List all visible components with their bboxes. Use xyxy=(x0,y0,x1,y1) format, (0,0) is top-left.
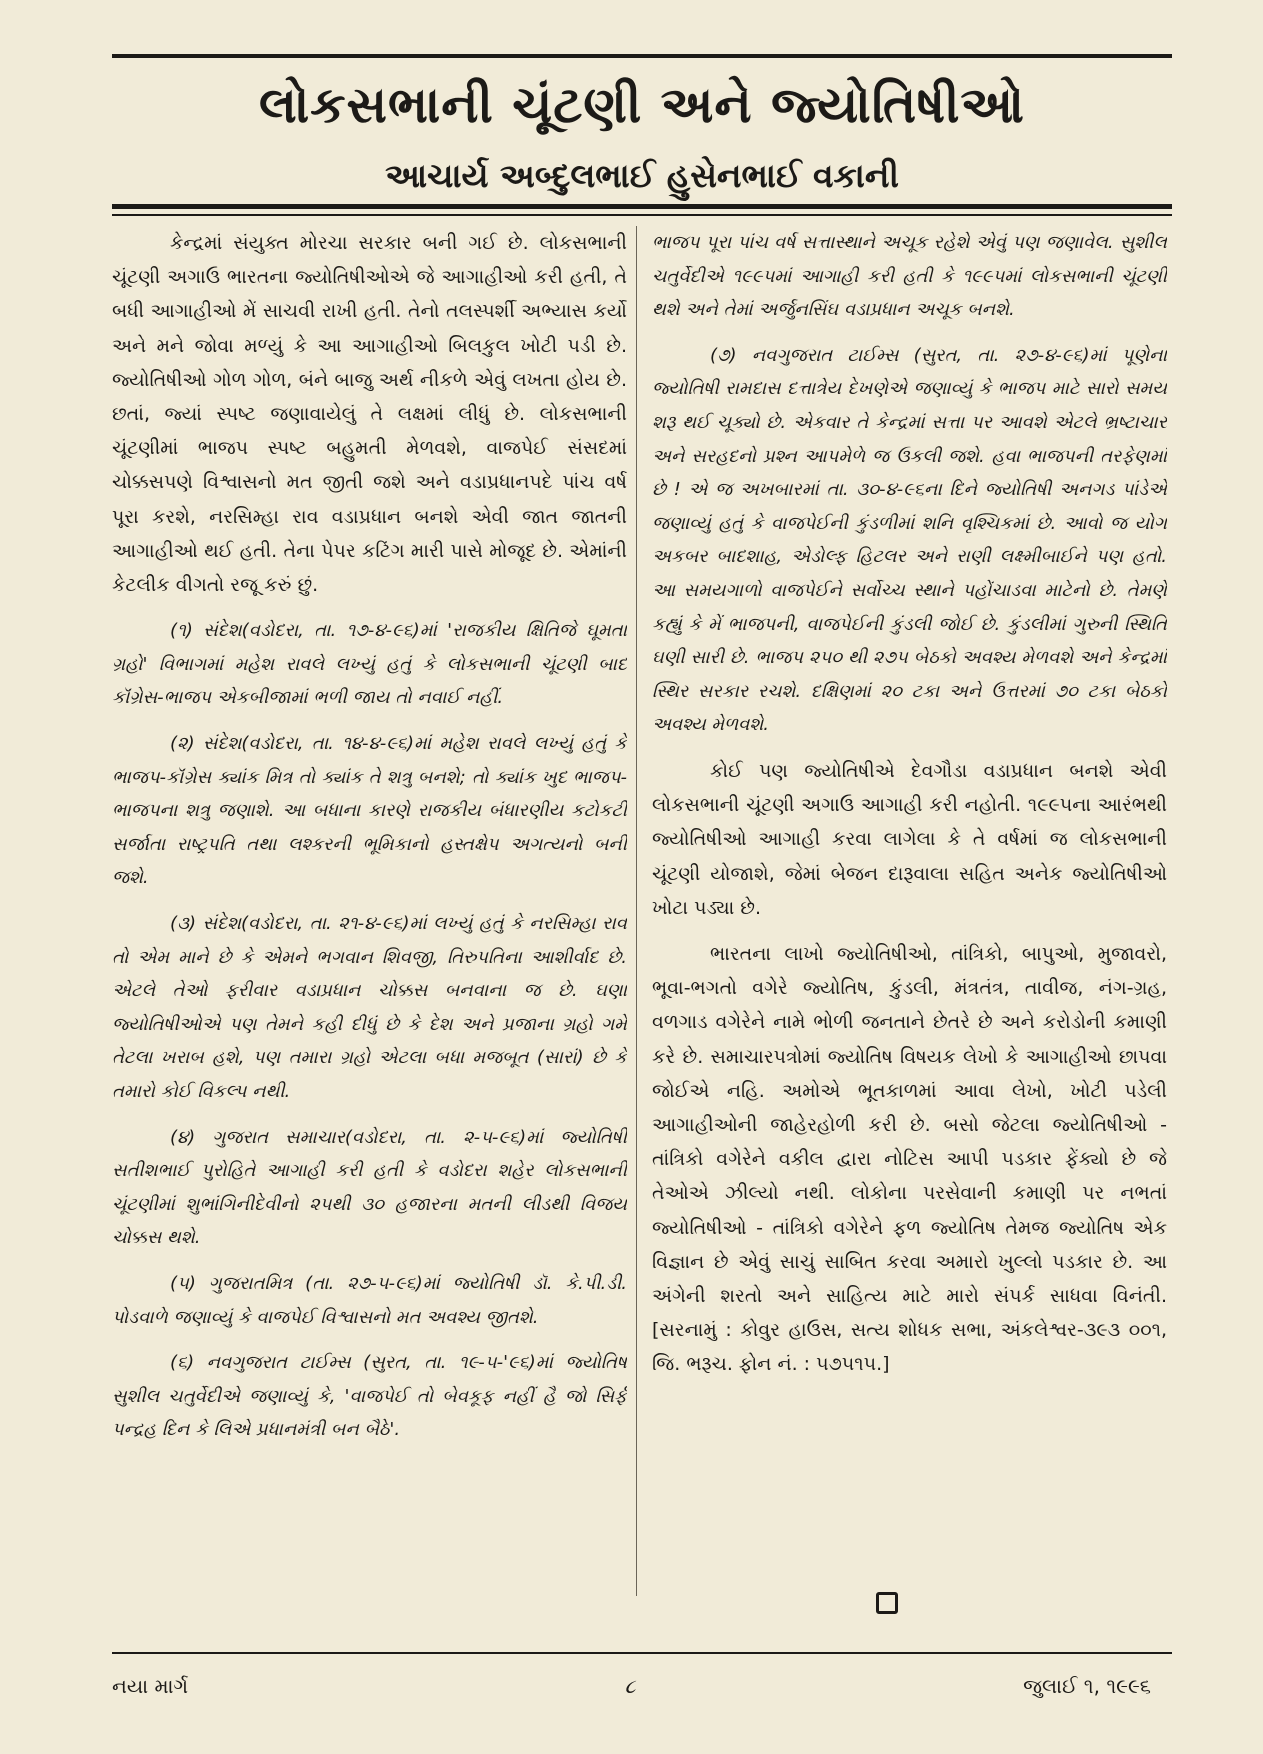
footer-date: જુલાઈ ૧, ૧૯૯૬ xyxy=(1023,1674,1151,1698)
footer-publication: નયા માર્ગ xyxy=(112,1674,189,1698)
column-divider xyxy=(636,226,637,1596)
footer-rule xyxy=(112,1652,1172,1654)
header-rule-thick xyxy=(112,204,1172,209)
prediction-2: (૨) સંદેશ(વડોદરા, તા. ૧૪-૪-૯૬)માં મહેશ રાવલે લખ્યું હતું કે ભાજપ-કૉંગ્રેસ ક્યાંક મિત્ર તો ક્યાંક તે શત્રુ બનશે; તો ક્યાંક ખુદ ભાજપ-ભાજપના શત્રુ જણાશે. આ બધાના કારણે રાજકીય બંધારણીય કટોકટી સર્જાતા રાષ્ટ્રપતિ તથા લશ્કરની ભૂમિકાનો હસ્તક્ષેપ અગત્યનો બની જશે. xyxy=(112,733,627,889)
end-mark-icon xyxy=(876,1592,898,1614)
prediction-3: (૩) સંદેશ(વડોદરા, તા. ૨૧-૪-૯૬)માં લખ્યું હતું કે નરસિમ્હા રાવ તો એમ માને છે કે એમને ભગવાન શિવજી, તિરુપતિના આશીર્વાદ છે. એટલે તેઓ ફરીવાર વડાપ્રધાન ચોક્કસ બનવાના જ છે. ઘણા જ્યોતિષીઓએ પણ તેમને કહી દીધું છે કે દેશ અને પ્રજાના ગ્રહો ગમે તેટલા ખરાબ હશે, પણ તમારા ગ્રહો એટલા બધા મજબૂત (સારાં) છે કે તમારો કોઈ વિકલ્પ નથી. xyxy=(112,912,627,1102)
left-column xyxy=(112,226,627,1596)
prediction-1: (૧) સંદેશ(વડોદરા, તા. ૧૭-૪-૯૬)માં 'રાજકીય ક્ષિતિજે ઘૂમતા ગ્રહો' વિભાગમાં મહેશ રાવલે લખ્યું હતું કે લોકસભાની ચૂંટણી બાદ કૉંગ્રેસ-ભાજપ એકબીજામાં ભળી જાય તો નવાઈ નહીં. xyxy=(112,620,627,709)
deve-gowda-paragraph: કોઈ પણ જ્યોતિષીએ દેવગૌડા વડાપ્રધાન બનશે એવી લોકસભાની ચૂંટણી અગાઉ આગાહી કરી નહોતી. ૧૯૯૫ના આરંભથી જ્યોતિષીઓ આગાહી કરવા લાગેલા કે તે વર્ષમાં જ લોકસભાની ચૂંટણી યોજાશે, જેમાં બેજન દારૂવાલા સહિત અનેક જ્યોતિષીઓ ખોટા પડ્યા છે. xyxy=(652,759,1167,919)
right-column xyxy=(652,226,1167,1596)
article-author: આચાર્ય અબ્દુલભાઈ હુસેનભાઈ વકાની xyxy=(385,156,899,195)
article-title: લોકસભાની ચૂંટણી અને જ્યોતિષીઓ xyxy=(258,76,1026,134)
intro-paragraph: કેન્દ્રમાં સંયુક્ત મોરચા સરકાર બની ગઈ છે. લોકસભાની ચૂંટણી અગાઉ ભારતના જ્યોતિષીઓએ જે આગાહીઓ કરી હતી, તે બધી આગાહીઓ મેં સાચવી રાખી હતી. તેનો તલસ્પર્શી અભ્યાસ કર્યો અને મને જોવા મળ્યું કે આ આગાહીઓ બિલકુલ ખોટી પડી છે. જ્યોતિષીઓ ગોળ ગોળ, બંને બાજુ અર્થ નીકળે એવું લખતા હોય છે. છતાં, જ્યાં સ્પષ્ટ જણાવાયેલું તે લક્ષમાં લીધું છે. લોકસભાની ચૂંટણીમાં ભાજપ સ્પષ્ટ બહુમતી મેળવશે, વાજપેઈ સંસદમાં ચોક્કસપણે વિશ્વાસનો મત જીતી જશે અને વડાપ્રધાનપદે પાંચ વર્ષ પૂરા કરશે, નરસિમ્હા રાવ વડાપ્રધાન બનશે એવી જાત જાતની આગાહીઓ થઈ હતી. તેના પેપર કટિંગ મારી પાસે મોજૂદ છે. એમાંની કેટલીક વીગતો રજૂ કરું છું. xyxy=(112,232,627,597)
prediction-6: (૬) નવગુજરાત ટાઈમ્સ (સુરત, તા. ૧૯-૫-'૯૬)માં જ્યોતિષ સુશીલ ચતુર્વેદીએ જણાવ્યું કે, 'વાજપેઈ તો બેવકૂફ નહીં હૈ જો સિર્ફ પન્દ્રહ દિન કે લિએ પ્રધાનમંત્રી બન બૈઠે'. xyxy=(112,1352,627,1441)
header-rule-thin xyxy=(112,214,1172,216)
prediction-5: (૫) ગુજરાતમિત્ર (તા. ૨૭-૫-૯૬)માં જ્યોતિષી ડૉ. કે.પી.ડી. પોડવાળે જણાવ્યું કે વાજપેઈ વિશ્વાસનો મત અવશ્ય જીતશે. xyxy=(112,1272,627,1328)
closing-paragraph: ભારતના લાખો જ્યોતિષીઓ, તાંત્રિકો, બાપુઓ, મુજાવરો, ભૂવા-ભગતો વગેરે જ્યોતિષ, કુંડલી, મંત્રતંત્ર, તાવીજ, નંગ-ગ્રહ, વળગાડ વગેરેને નામે ભોળી જનતાને છેતરે છે અને કરોડોની કમાણી કરે છે. સમાચારપત્રોમાં જ્યોતિષ વિષયક લેખો કે આગાહીઓ છાપવા જોઈએ નહિ. અમોએ ભૂતકાળમાં આવા લેખો, ખોટી પડેલી આગાહીઓની જાહેરહોળી કરી છે. બસો જેટલા જ્યોતિષીઓ - તાંત્રિકો વગેરેને વકીલ દ્વારા નોટિસ આપી પડકાર ફેંક્યો છે જે તેઓએ ઝીલ્યો નથી. લોકોના પરસેવાની કમાણી પર નભતાં જ્યોતિષીઓ - તાંત્રિકો વગેરેને ફળ જ્યોતિષ તેમજ જ્યોતિષ એક વિજ્ઞાન છે એવું સાચું સાબિત કરવા અમારો ખુલ્લો પડકાર છે. આ અંગેની શરતો અને સાહિત્ય માટે મારો સંપર્ક સાધવા વિનંતી. [સરનામું : કોવુર હાઉસ, સત્ય શોધક સભા, અંકલેશ્વર-૩૯૩ ૦૦૧, જિ. ભરૂચ. ફોન નં. : ૫૭૫૧૫.] xyxy=(652,942,1167,1376)
prediction-7: (૭) નવગુજરાત ટાઈમ્સ (સુરત, તા. ૨૭-૪-૯૬)માં પૂણેના જ્યોતિષી રામદાસ દત્તાત્રેય દેખણેએ જણાવ્યું કે ભાજપ માટે સારો સમય શરૂ થઈ ચૂક્યો છે. એકવાર તે કેન્દ્રમાં સત્તા પર આવશે એટલે ભ્રષ્ટાચાર અને સરહદનો પ્રશ્ન આપમેળે જ ઉકલી જશે. હવા ભાજપની તરફેણમાં છે ! એ જ અખબારમાં તા. ૩૦-૪-૯૬ના દિને જ્યોતિષી અનગડ પાંડેએ જણાવ્યું હતું કે વાજપેઈની કુંડળીમાં શનિ વૃશ્ચિકમાં છે. આવો જ યોગ અકબર બાદશાહ, એડોલ્ફ હિટલર અને રાણી લક્ષ્મીબાઈને પણ હતો. આ સમયગાળો વાજપેઈને સર્વોચ્ચ સ્થાને પહોંચાડવા માટેનો છે. તેમણે કહ્યું કે મેં ભાજપની, વાજપેઈની કુંડલી જોઈ છે. કુંડલીમાં ગુરુની સ્થિતિ ઘણી સારી છે. ભાજપ ૨૫૦ થી ૨૭૫ બેઠકો અવશ્ય મેળવશે અને કેન્દ્રમાં સ્થિર સરકાર રચશે. દક્ષિણમાં ૨૦ ટકા અને ઉત્તરમાં ૭૦ ટકા બેઠકો અવશ્ય મેળવશે. xyxy=(652,344,1167,736)
prediction-4: (૪) ગુજરાત સમાચાર(વડોદરા, તા. ૨-૫-૯૬)માં જ્યોતિષી સતીશભાઈ પુરોહિતે આગાહી કરી હતી કે વડોદરા શહેર લોકસભાની ચૂંટણીમાં શુભાંગિનીદેવીનો ૨૫થી ૩૦ હજારના મતની લીડથી વિજય ચોક્કસ થશે. xyxy=(112,1126,627,1249)
top-rule xyxy=(112,54,1172,58)
footer-page-number: ૮ xyxy=(624,1674,636,1698)
prediction-6-continued: ભાજપ પૂરા પાંચ વર્ષ સત્તાસ્થાને અચૂક રહેશે એવું પણ જણાવેલ. સુશીલ ચતુર્વેદીએ ૧૯૯૫માં આગાહી કરી હતી કે ૧૯૯૫માં લોકસભાની ચૂંટણી થશે અને તેમાં અર્જુનસિંઘ વડાપ્રધાન અચૂક બનશે. xyxy=(652,232,1167,321)
